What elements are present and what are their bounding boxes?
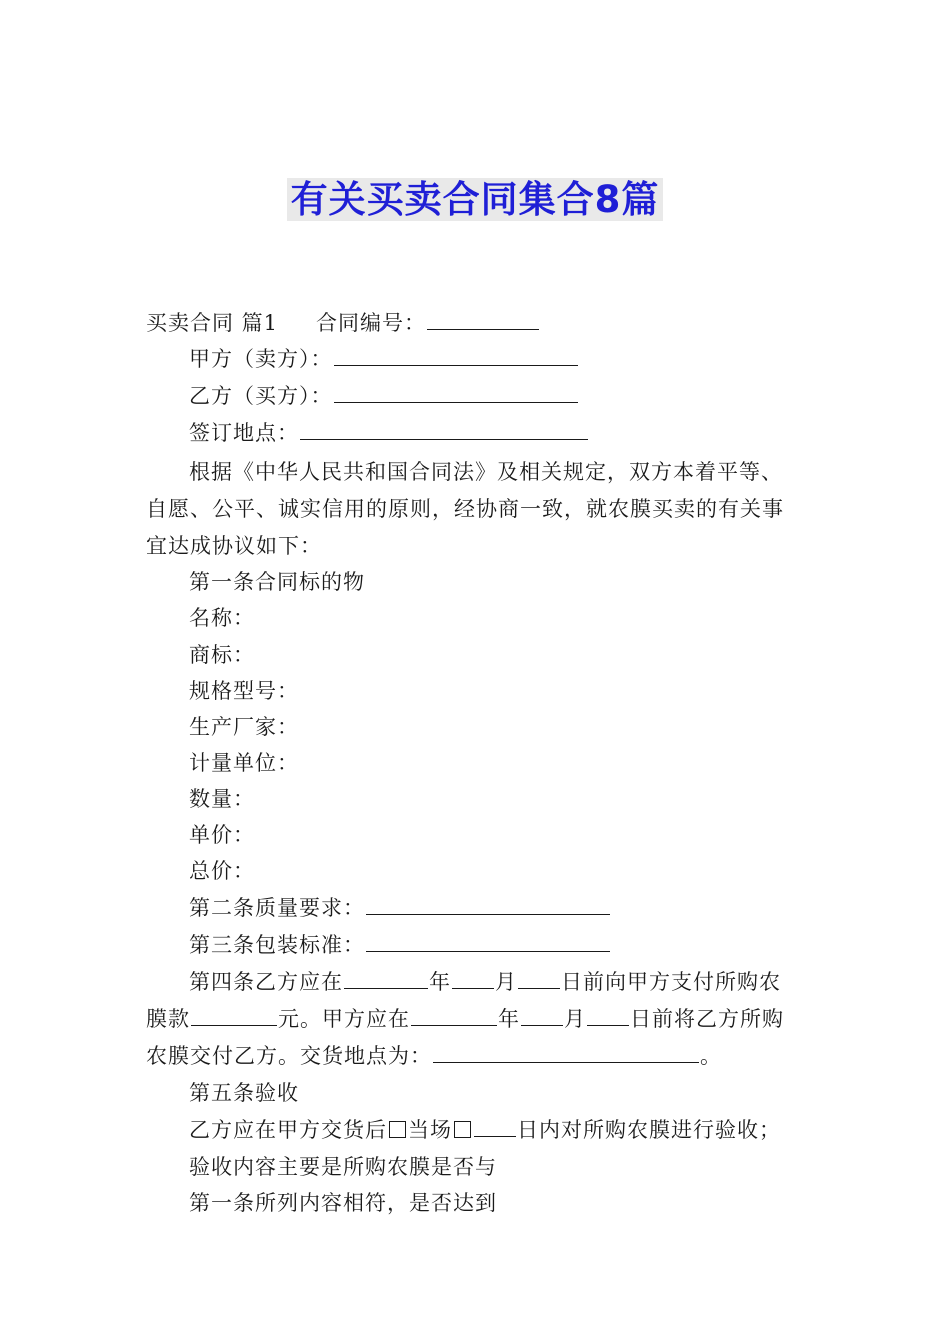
article2-line xyxy=(189,892,611,923)
article4-text-3: 膜款 xyxy=(146,1007,190,1031)
article4-day-blank-2 xyxy=(587,1003,629,1026)
preamble-line-3: 宜达成协议如下： xyxy=(146,534,322,558)
article4-text-6: 农膜交付乙方。交货地点为： xyxy=(146,1044,432,1068)
article4-month-2: 月 xyxy=(564,1007,586,1031)
article4-text-5: 日前将乙方所购 xyxy=(630,1007,784,1031)
party-b-blank xyxy=(334,380,578,403)
checkbox-days xyxy=(454,1121,471,1138)
field-total-price: 总价： xyxy=(189,859,255,883)
article3-label: 第三条包装标准： xyxy=(189,933,365,957)
signing-place-label: 签订地点： xyxy=(189,421,299,445)
party-b-label: 乙方（买方）： xyxy=(189,384,333,408)
article4-year-2: 年 xyxy=(498,1007,520,1031)
party-a-line xyxy=(189,343,579,374)
article5-line-1 xyxy=(189,1114,781,1145)
article4-year-blank-1 xyxy=(344,966,428,989)
article4-year-1: 年 xyxy=(429,970,451,994)
party-a-label: 甲方（卖方）： xyxy=(189,347,333,371)
document-title-text: 有关买卖合同集合8篇 xyxy=(287,178,664,221)
article2-blank xyxy=(366,892,610,915)
contract-label: 买卖合同 篇1 xyxy=(146,311,279,335)
article4-line-2 xyxy=(146,1003,784,1034)
article4-text-4: 元。甲方应在 xyxy=(278,1007,410,1031)
field-name: 名称： xyxy=(189,606,255,630)
field-model: 规格型号： xyxy=(189,679,299,703)
article5-line-2: 验收内容主要是所购农膜是否与 xyxy=(189,1155,497,1179)
contract-number-label: 合同编号： xyxy=(316,311,427,335)
article5-onsite: 当场 xyxy=(408,1118,452,1142)
article2-label: 第二条质量要求： xyxy=(189,896,365,920)
article5-days-blank xyxy=(474,1114,516,1137)
article4-day-blank-1 xyxy=(518,966,560,989)
contract-number-blank xyxy=(427,307,539,330)
delivery-place-blank xyxy=(433,1040,699,1063)
article4-text-2: 日前向甲方支付所购农 xyxy=(561,970,781,994)
preamble-line-1: 根据《中华人民共和国合同法》及相关规定，双方本着平等、 xyxy=(189,460,783,484)
article4-month-blank-1 xyxy=(452,966,494,989)
article5-text-2: 日内对所购农膜进行验收； xyxy=(517,1118,781,1142)
field-unit: 计量单位： xyxy=(189,751,299,775)
article1-heading: 第一条合同标的物 xyxy=(189,570,365,594)
signing-place-line xyxy=(189,417,589,448)
article5-heading: 第五条验收 xyxy=(189,1081,299,1105)
field-manufacturer: 生产厂家： xyxy=(189,715,299,739)
article4-amount-blank xyxy=(191,1003,277,1026)
article4-month-blank-2 xyxy=(521,1003,563,1026)
article4-end: 。 xyxy=(700,1044,722,1068)
contract-header-line xyxy=(146,307,540,338)
article3-line xyxy=(189,929,611,960)
article4-text-1: 第四条乙方应在 xyxy=(189,970,343,994)
article4-month-1: 月 xyxy=(495,970,517,994)
article5-line-3: 第一条所列内容相符，是否达到 xyxy=(189,1191,497,1215)
field-trademark: 商标： xyxy=(189,643,255,667)
field-unit-price: 单价： xyxy=(189,823,255,847)
article4-line-1 xyxy=(189,966,781,997)
article4-year-blank-2 xyxy=(411,1003,497,1026)
article3-blank xyxy=(366,929,610,952)
signing-place-blank xyxy=(300,417,588,440)
party-b-line xyxy=(189,380,579,411)
preamble-line-2: 自愿、公平、诚实信用的原则，经协商一致，就农膜买卖的有关事 xyxy=(146,497,784,521)
document-title xyxy=(0,172,950,228)
article5-text-1: 乙方应在甲方交货后 xyxy=(189,1118,387,1142)
article4-line-3 xyxy=(146,1040,722,1071)
checkbox-onsite xyxy=(389,1121,406,1138)
party-a-blank xyxy=(334,343,578,366)
field-quantity: 数量： xyxy=(189,787,255,811)
